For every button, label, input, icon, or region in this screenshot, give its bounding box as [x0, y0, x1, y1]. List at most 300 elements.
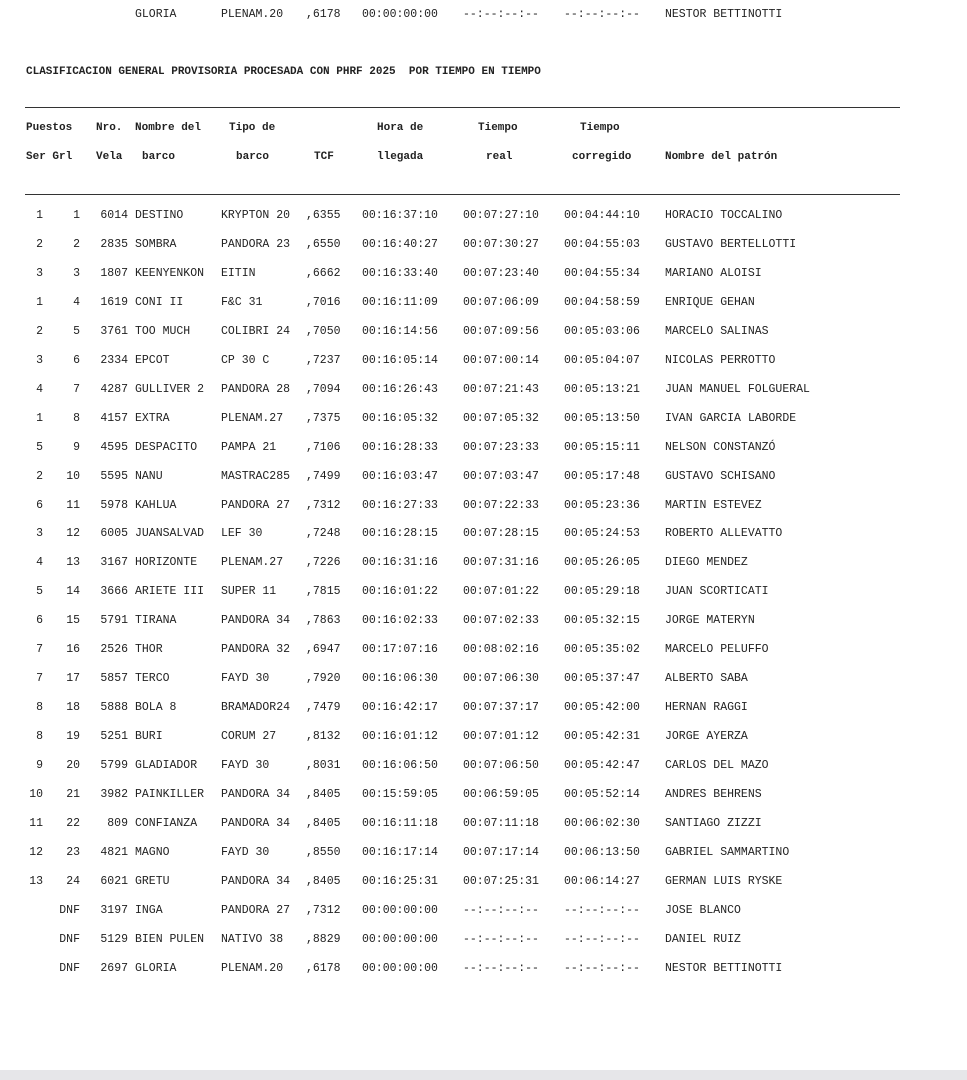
- cell-vela: 2526: [100, 643, 128, 656]
- cell-ser: 3: [36, 527, 43, 540]
- cell-llegada: 00:00:00:00: [362, 904, 438, 917]
- cell-corregido: 00:06:02:30: [564, 817, 640, 830]
- cell-tipo: CP 30 C: [221, 354, 270, 367]
- cell-barco: KAHLUA: [135, 499, 177, 512]
- cell-llegada: 00:16:14:56: [362, 325, 438, 338]
- cell-tcf: ,8550: [306, 846, 341, 859]
- cell-vela: 4595: [100, 441, 128, 454]
- cell-tipo: FAYD 30: [221, 759, 270, 772]
- cell-ser: 1: [36, 296, 43, 309]
- cell-llegada: 00:16:01:12: [362, 730, 438, 743]
- cell-patron: GERMAN LUIS RYSKE: [665, 875, 783, 888]
- cell-grl: 20: [66, 759, 80, 772]
- page-bottom-bar: [0, 1070, 967, 1080]
- cell-barco: TOO MUCH: [135, 325, 191, 338]
- cell-patron: GUSTAVO BERTELLOTTI: [665, 238, 797, 251]
- cell-llegada: 00:16:05:14: [362, 354, 438, 367]
- cell-corregido: 00:05:17:48: [564, 470, 640, 483]
- cell-ser: 4: [36, 556, 43, 569]
- cell-llegada: 00:00:00:00: [362, 8, 438, 21]
- cell-llegada: 00:16:11:18: [362, 817, 438, 830]
- header-llegada: llegada: [377, 151, 424, 163]
- cell-vela: 6021: [100, 875, 128, 888]
- cell-corregido: 00:05:03:06: [564, 325, 640, 338]
- cell-llegada: 00:16:37:10: [362, 209, 438, 222]
- cell-real: 00:07:30:27: [463, 238, 539, 251]
- cell-grl: 21: [66, 788, 80, 801]
- cell-barco: CONI II: [135, 296, 184, 309]
- cell-ser: 11: [29, 817, 43, 830]
- table-row: [0, 440, 967, 456]
- cell-corregido: 00:05:42:31: [564, 730, 640, 743]
- cell-tcf: ,7248: [306, 527, 341, 540]
- header-tipo-de: Tipo de: [229, 122, 276, 134]
- cell-barco: BURI: [135, 730, 163, 743]
- cell-llegada: 00:16:28:15: [362, 527, 438, 540]
- cell-llegada: 00:16:01:22: [362, 585, 438, 598]
- cell-barco: DESTINO: [135, 209, 184, 222]
- table-row: [0, 671, 967, 687]
- cell-tcf: ,7815: [306, 585, 341, 598]
- cell-ser: 8: [36, 730, 43, 743]
- cell-tipo: SUPER 11: [221, 585, 277, 598]
- cell-tcf: ,6662: [306, 267, 341, 280]
- cell-real: 00:07:28:15: [463, 527, 539, 540]
- header-puestos: Puestos: [26, 122, 73, 134]
- cell-grl: 11: [66, 499, 80, 512]
- cell-tipo: PANDORA 34: [221, 875, 291, 888]
- cell-barco: PAINKILLER: [135, 788, 205, 801]
- cell-patron: NESTOR BETTINOTTI: [665, 962, 783, 975]
- cell-grl: 3: [73, 267, 80, 280]
- cell-patron: MARCELO SALINAS: [665, 325, 769, 338]
- cell-patron: GUSTAVO SCHISANO: [665, 470, 776, 483]
- cell-ser: 6: [36, 499, 43, 512]
- cell-ser: 13: [29, 875, 43, 888]
- cell-llegada: 00:16:17:14: [362, 846, 438, 859]
- table-row: [0, 324, 967, 340]
- cell-real: 00:07:22:33: [463, 499, 539, 512]
- cell-tipo: FAYD 30: [221, 672, 270, 685]
- cell-corregido: 00:05:13:50: [564, 412, 640, 425]
- cell-ser: 3: [36, 354, 43, 367]
- cell-grl: 23: [66, 846, 80, 859]
- cell-tcf: ,6550: [306, 238, 341, 251]
- cell-tcf: ,8829: [306, 933, 341, 946]
- cell-barco: TIRANA: [135, 614, 177, 627]
- cell-barco: DESPACITO: [135, 441, 198, 454]
- cell-vela: 5129: [100, 933, 128, 946]
- cell-vela: 3197: [100, 904, 128, 917]
- cell-barco: GRETU: [135, 875, 170, 888]
- cell-tipo: PANDORA 28: [221, 383, 291, 396]
- cell-vela: 5888: [100, 701, 128, 714]
- cell-grl: 13: [66, 556, 80, 569]
- cell-barco: MAGNO: [135, 846, 170, 859]
- cell-real: 00:07:37:17: [463, 701, 539, 714]
- cell-tipo: PLENAM.27: [221, 556, 284, 569]
- cell-tipo: COLIBRI 24: [221, 325, 291, 338]
- cell-tcf: ,6947: [306, 643, 341, 656]
- table-row: [0, 613, 967, 629]
- cell-grl: 12: [66, 527, 80, 540]
- cell-tcf: ,7312: [306, 904, 341, 917]
- cell-tipo: PANDORA 27: [221, 499, 291, 512]
- cell-real: 00:07:27:10: [463, 209, 539, 222]
- cell-tipo: PLENAM.20: [221, 962, 284, 975]
- cell-real: 00:07:05:32: [463, 412, 539, 425]
- cell-patron: HERNAN RAGGI: [665, 701, 748, 714]
- cell-grl: DNF: [59, 933, 80, 946]
- cell-corregido: 00:04:55:34: [564, 267, 640, 280]
- cell-barco: EPCOT: [135, 354, 170, 367]
- cell-ser: 10: [29, 788, 43, 801]
- cell-tipo: KRYPTON 20: [221, 209, 291, 222]
- cell-corregido: 00:06:14:27: [564, 875, 640, 888]
- cell-corregido: 00:04:58:59: [564, 296, 640, 309]
- cell-real: 00:07:01:22: [463, 585, 539, 598]
- cell-tipo: MASTRAC285: [221, 470, 291, 483]
- cell-corregido: 00:05:04:07: [564, 354, 640, 367]
- table-row: [0, 816, 967, 832]
- cell-vela: 4157: [100, 412, 128, 425]
- cell-tipo: EITIN: [221, 267, 256, 280]
- header-vela: Vela: [96, 151, 123, 163]
- cell-grl: DNF: [59, 904, 80, 917]
- cell-tcf: ,7920: [306, 672, 341, 685]
- cell-tcf: ,7375: [306, 412, 341, 425]
- header-nro: Nro.: [96, 122, 123, 134]
- cell-vela: 1619: [100, 296, 128, 309]
- header-ser-grl: Ser Grl: [26, 151, 73, 163]
- cell-vela: 809: [107, 817, 128, 830]
- cell-vela: 2697: [100, 962, 128, 975]
- cell-patron: CARLOS DEL MAZO: [665, 759, 769, 772]
- cell-tipo: PANDORA 23: [221, 238, 291, 251]
- cell-vela: 4287: [100, 383, 128, 396]
- cell-patron: DANIEL RUIZ: [665, 933, 741, 946]
- cell-corregido: --:--:--:--: [564, 933, 640, 946]
- header-barco: barco: [142, 151, 176, 163]
- cell-vela: 5595: [100, 470, 128, 483]
- cell-llegada: 00:16:06:50: [362, 759, 438, 772]
- cell-llegada: 00:16:33:40: [362, 267, 438, 280]
- cell-barco: KEENYENKON: [135, 267, 205, 280]
- cell-real: 00:07:06:50: [463, 759, 539, 772]
- cell-tipo: PAMPA 21: [221, 441, 277, 454]
- table-row: [0, 526, 967, 542]
- cell-real: 00:07:11:18: [463, 817, 539, 830]
- cell-patron: ALBERTO SABA: [665, 672, 748, 685]
- cell-barco: GLADIADOR: [135, 759, 198, 772]
- cell-tcf: ,7106: [306, 441, 341, 454]
- cell-patron: GABRIEL SAMMARTINO: [665, 846, 790, 859]
- cell-grl: 15: [66, 614, 80, 627]
- cell-vela: 4821: [100, 846, 128, 859]
- cell-tipo: PANDORA 34: [221, 788, 291, 801]
- cell-tcf: ,6178: [306, 962, 341, 975]
- cell-llegada: 00:16:42:17: [362, 701, 438, 714]
- cell-tipo: PANDORA 34: [221, 817, 291, 830]
- header-hora-de: Hora de: [377, 122, 424, 134]
- cell-corregido: 00:06:13:50: [564, 846, 640, 859]
- cell-patron: JUAN MANUEL FOLGUERAL: [665, 383, 810, 396]
- cell-real: 00:07:00:14: [463, 354, 539, 367]
- cell-patron: ANDRES BEHRENS: [665, 788, 762, 801]
- cell-tcf: ,7863: [306, 614, 341, 627]
- cell-vela: 3167: [100, 556, 128, 569]
- cell-barco: INGA: [135, 904, 163, 917]
- cell-corregido: 00:05:15:11: [564, 441, 640, 454]
- cell-real: --:--:--:--: [463, 8, 539, 21]
- cell-barco: CONFIANZA: [135, 817, 198, 830]
- cell-vela: 6005: [100, 527, 128, 540]
- header-nombre-del: Nombre del: [135, 122, 202, 134]
- header-bottom-rule: [25, 194, 900, 195]
- cell-patron: JUAN SCORTICATI: [665, 585, 769, 598]
- cell-real: 00:07:02:33: [463, 614, 539, 627]
- cell-tcf: ,8031: [306, 759, 341, 772]
- cell-tipo: PANDORA 27: [221, 904, 291, 917]
- cell-vela: 2835: [100, 238, 128, 251]
- header-patron: Nombre del patrón: [665, 151, 778, 163]
- cell-barco: TERCO: [135, 672, 170, 685]
- cell-vela: 5978: [100, 499, 128, 512]
- cell-vela: 3982: [100, 788, 128, 801]
- cell-barco: HORIZONTE: [135, 556, 198, 569]
- cell-corregido: 00:05:37:47: [564, 672, 640, 685]
- cell-ser: 9: [36, 759, 43, 772]
- cell-llegada: 00:16:11:09: [362, 296, 438, 309]
- cell-llegada: 00:00:00:00: [362, 933, 438, 946]
- table-row: [0, 932, 967, 948]
- cell-tcf: ,7094: [306, 383, 341, 396]
- cell-real: 00:06:59:05: [463, 788, 539, 801]
- cell-corregido: 00:05:26:05: [564, 556, 640, 569]
- cell-tcf: ,7226: [306, 556, 341, 569]
- cell-grl: 19: [66, 730, 80, 743]
- header-corregido: corregido: [572, 151, 632, 163]
- cell-tcf: ,8132: [306, 730, 341, 743]
- cell-tipo: PANDORA 34: [221, 614, 291, 627]
- cell-vela: 1807: [100, 267, 128, 280]
- cell-corregido: 00:05:24:53: [564, 527, 640, 540]
- cell-real: 00:07:23:33: [463, 441, 539, 454]
- cell-patron: DIEGO MENDEZ: [665, 556, 748, 569]
- cell-tipo: PLENAM.20: [221, 8, 284, 21]
- cell-ser: 7: [36, 672, 43, 685]
- cell-ser: 2: [36, 238, 43, 251]
- cell-patron: IVAN GARCIA LABORDE: [665, 412, 797, 425]
- cell-patron: MARTIN ESTEVEZ: [665, 499, 762, 512]
- cell-tipo: BRAMADOR24: [221, 701, 291, 714]
- cell-tcf: ,6355: [306, 209, 341, 222]
- cell-tipo: CORUM 27: [221, 730, 277, 743]
- cell-barco: NANU: [135, 470, 163, 483]
- cell-real: --:--:--:--: [463, 962, 539, 975]
- cell-tcf: ,8405: [306, 817, 341, 830]
- cell-real: 00:07:06:30: [463, 672, 539, 685]
- cell-grl: 10: [66, 470, 80, 483]
- cell-grl: 7: [73, 383, 80, 396]
- cell-real: 00:07:23:40: [463, 267, 539, 280]
- cell-tcf: ,7016: [306, 296, 341, 309]
- cell-vela: 5799: [100, 759, 128, 772]
- cell-corregido: 00:04:55:03: [564, 238, 640, 251]
- cell-barco: BIEN PULEN: [135, 933, 205, 946]
- cell-ser: 7: [36, 643, 43, 656]
- cell-real: 00:08:02:16: [463, 643, 539, 656]
- table-row: [0, 411, 967, 427]
- cell-barco: GLORIA: [135, 8, 177, 21]
- table-row: [0, 700, 967, 716]
- cell-ser: 6: [36, 614, 43, 627]
- cell-barco: JUANSALVAD: [135, 527, 205, 540]
- cell-real: 00:07:06:09: [463, 296, 539, 309]
- table-row: [0, 208, 967, 224]
- cell-tcf: ,8405: [306, 875, 341, 888]
- cell-real: 00:07:25:31: [463, 875, 539, 888]
- cell-corregido: 00:05:42:00: [564, 701, 640, 714]
- cell-grl: 1: [73, 209, 80, 222]
- cell-tipo: F&C 31: [221, 296, 263, 309]
- cell-real: 00:07:21:43: [463, 383, 539, 396]
- cell-patron: JORGE MATERYN: [665, 614, 755, 627]
- cell-grl: DNF: [59, 962, 80, 975]
- cell-llegada: 00:16:26:43: [362, 383, 438, 396]
- cell-corregido: 00:05:42:47: [564, 759, 640, 772]
- cell-tcf: ,7499: [306, 470, 341, 483]
- cell-vela: 3666: [100, 585, 128, 598]
- cell-llegada: 00:16:06:30: [362, 672, 438, 685]
- cell-barco: SOMBRA: [135, 238, 177, 251]
- cell-ser: 4: [36, 383, 43, 396]
- cell-patron: NESTOR BETTINOTTI: [665, 8, 783, 21]
- page-title: CLASIFICACION GENERAL PROVISORIA PROCESADA CON PHRF 2025 POR TIEMPO EN TIEMPO: [26, 66, 541, 78]
- cell-grl: 16: [66, 643, 80, 656]
- header-real: real: [486, 151, 513, 163]
- cell-tipo: PANDORA 32: [221, 643, 291, 656]
- header-tiempo-real: Tiempo: [478, 122, 518, 134]
- cell-barco: GLORIA: [135, 962, 177, 975]
- table-row: [0, 382, 967, 398]
- cell-ser: 1: [36, 412, 43, 425]
- cell-corregido: 00:05:29:18: [564, 585, 640, 598]
- cell-corregido: 00:05:35:02: [564, 643, 640, 656]
- cell-llegada: 00:16:27:33: [362, 499, 438, 512]
- cell-real: 00:07:01:12: [463, 730, 539, 743]
- table-row: [0, 295, 967, 311]
- cell-grl: 8: [73, 412, 80, 425]
- header-tcf: TCF: [314, 151, 334, 163]
- cell-grl: 14: [66, 585, 80, 598]
- cell-ser: 2: [36, 325, 43, 338]
- cell-llegada: 00:16:28:33: [362, 441, 438, 454]
- cell-patron: ROBERTO ALLEVATTO: [665, 527, 783, 540]
- cell-barco: EXTRA: [135, 412, 170, 425]
- cell-vela: 5251: [100, 730, 128, 743]
- cell-grl: 2: [73, 238, 80, 251]
- cell-patron: HORACIO TOCCALINO: [665, 209, 783, 222]
- table-row: [0, 584, 967, 600]
- cell-patron: MARCELO PELUFFO: [665, 643, 769, 656]
- cell-ser: 5: [36, 585, 43, 598]
- cell-ser: 2: [36, 470, 43, 483]
- cell-grl: 24: [66, 875, 80, 888]
- cell-corregido: 00:05:13:21: [564, 383, 640, 396]
- table-row: [0, 729, 967, 745]
- cell-llegada: 00:16:40:27: [362, 238, 438, 251]
- cell-vela: 2334: [100, 354, 128, 367]
- cell-tipo: FAYD 30: [221, 846, 270, 859]
- cell-patron: JOSE BLANCO: [665, 904, 741, 917]
- cell-patron: MARIANO ALOISI: [665, 267, 762, 280]
- cell-llegada: 00:00:00:00: [362, 962, 438, 975]
- cell-corregido: --:--:--:--: [564, 8, 640, 21]
- table-row: [0, 787, 967, 803]
- cell-real: 00:07:03:47: [463, 470, 539, 483]
- cell-patron: ENRIQUE GEHAN: [665, 296, 755, 309]
- cell-ser: 12: [29, 846, 43, 859]
- cell-barco: BOLA 8: [135, 701, 177, 714]
- table-row: [0, 237, 967, 253]
- cell-grl: 18: [66, 701, 80, 714]
- header-barco-type: barco: [236, 151, 270, 163]
- cell-vela: 5791: [100, 614, 128, 627]
- cell-real: 00:07:17:14: [463, 846, 539, 859]
- table-row: [0, 845, 967, 861]
- cell-ser: 1: [36, 209, 43, 222]
- cell-patron: JORGE AYERZA: [665, 730, 748, 743]
- cell-corregido: 00:04:44:10: [564, 209, 640, 222]
- cell-patron: NELSON CONSTANZÓ: [665, 441, 776, 454]
- cell-tipo: PLENAM.27: [221, 412, 284, 425]
- cell-corregido: 00:05:32:15: [564, 614, 640, 627]
- cell-vela: 6014: [100, 209, 128, 222]
- header-top-rule: [25, 107, 900, 108]
- table-row: [0, 353, 967, 369]
- cell-llegada: 00:16:05:32: [362, 412, 438, 425]
- cell-grl: 22: [66, 817, 80, 830]
- cell-real: --:--:--:--: [463, 904, 539, 917]
- cell-corregido: 00:05:52:14: [564, 788, 640, 801]
- cell-llegada: 00:16:02:33: [362, 614, 438, 627]
- cell-corregido: --:--:--:--: [564, 904, 640, 917]
- table-row: [0, 555, 967, 571]
- table-row: [0, 903, 967, 919]
- table-row: [0, 498, 967, 514]
- cell-real: 00:07:09:56: [463, 325, 539, 338]
- cell-tcf: ,7237: [306, 354, 341, 367]
- cell-tipo: NATIVO 38: [221, 933, 284, 946]
- table-row: [0, 266, 967, 282]
- cell-grl: 6: [73, 354, 80, 367]
- cell-real: --:--:--:--: [463, 933, 539, 946]
- table-row: [0, 469, 967, 485]
- cell-llegada: 00:16:31:16: [362, 556, 438, 569]
- cell-tcf: ,7050: [306, 325, 341, 338]
- cell-tcf: ,6178: [306, 8, 341, 21]
- cell-tcf: ,8405: [306, 788, 341, 801]
- cell-ser: 8: [36, 701, 43, 714]
- table-row: [0, 874, 967, 890]
- cell-tipo: LEF 30: [221, 527, 263, 540]
- cell-real: 00:07:31:16: [463, 556, 539, 569]
- cell-grl: 9: [73, 441, 80, 454]
- cell-grl: 4: [73, 296, 80, 309]
- cell-llegada: 00:15:59:05: [362, 788, 438, 801]
- table-row: [0, 961, 967, 977]
